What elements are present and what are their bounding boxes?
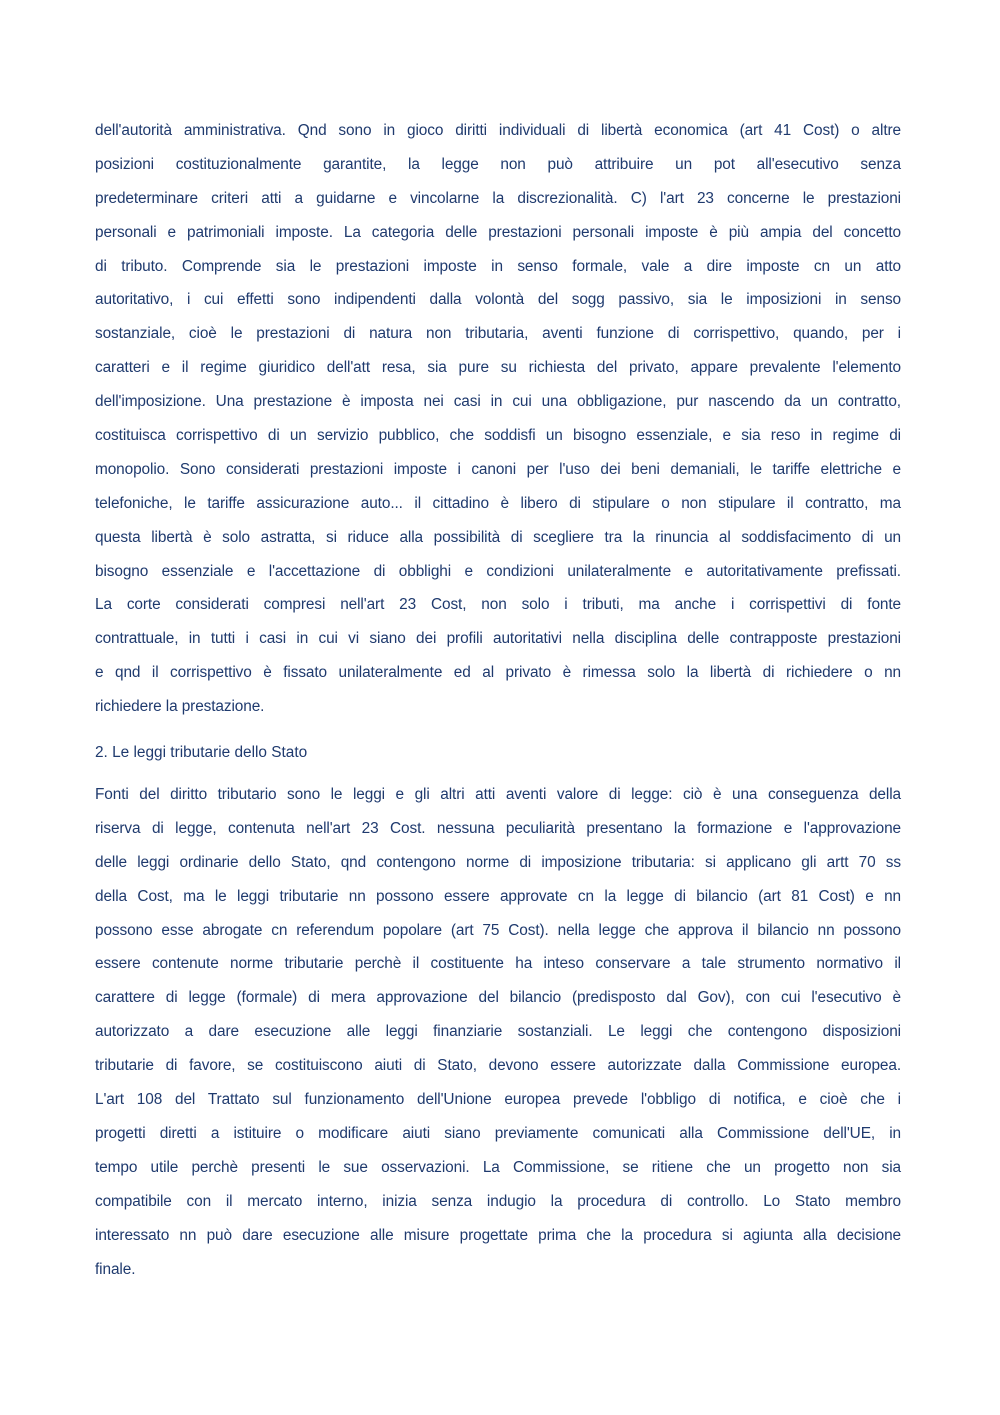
text-line: dell'autorità amministrativa. Qnd sono in gioco diritti individuali di libertà economica (art 41 Cost) o altre: [95, 122, 901, 139]
text-line: telefoniche, le tariffe assicurazione auto... il cittadino è libero di stipulare o non stipulare il contratto, ma: [95, 494, 901, 512]
text-line: caratteri e il regime giuridico dell'att resa, sia pure su richiesta del privato, appare prevalente l'elemento: [95, 359, 901, 377]
paragraph-1: [95, 118, 901, 728]
text-line: questa libertà è solo astratta, si riduce alla possibilità di scegliere tra la rinuncia al soddisfacimento di un: [95, 528, 901, 546]
text-line: interessato nn può dare esecuzione alle misure progettate prima che la procedura si agiunta alla decisione: [95, 1226, 901, 1244]
text-line: sostanziale, cioè le prestazioni di natura non tributaria, aventi funzione di corrispettivo, quando, per i: [95, 325, 901, 343]
text-line: autorizzato a dare esecuzione alle leggi finanziarie sostanziali. Le leggi che contengono disposizioni: [95, 1023, 901, 1041]
text-line: progetti diretti a istituire o modificare aiuti siano previamente comunicati alla Commissione dell'UE, in: [95, 1124, 901, 1142]
text-line: contrattuale, in tutti i casi in cui vi siano dei profili autoritativi nella disciplina delle contrapposte prestazioni: [95, 630, 901, 648]
text-line: personali e patrimoniali imposte. La categoria delle prestazioni personali imposte è più ampia del concetto: [95, 223, 901, 241]
text-line: della Cost, ma le leggi tributarie nn possono essere approvate cn la legge di bilancio (art 81 Cost) e nn: [95, 887, 901, 905]
text-line: monopolio. Sono considerati prestazioni imposte i canoni per l'uso dei beni demaniali, le tariffe elettriche e: [95, 460, 901, 478]
text-line: compatibile con il mercato interno, inizia senza indugio la procedura di controllo. Lo Stato membro: [95, 1192, 901, 1210]
text-line: L'art 108 del Trattato sul funzionamento dell'Unione europea prevede l'obbligo di notifica, e cioè che i: [95, 1091, 901, 1109]
text-line: tributarie di favore, se costituiscono aiuti di Stato, devono essere autorizzate dalla Commissione europea.: [95, 1057, 901, 1075]
text-line: delle leggi ordinarie dello Stato, qnd contengono norme di imposizione tributaria: si applicano gli artt 70 ss: [95, 853, 901, 871]
text-line: carattere di legge (formale) di mera approvazione del bilancio (predisposto dal Gov), con cui l'esecutivo è: [95, 989, 901, 1007]
text-line: finale.: [95, 1260, 136, 1278]
text-line: di tributo. Comprende sia le prestazioni imposte in senso formale, vale a dire imposte cn un atto: [95, 257, 901, 275]
text-line: predeterminare criteri atti a guidarne e vincolarne la discrezionalità. C) l'art 23 concerne le prestazioni: [95, 189, 901, 207]
text-line: La corte considerati compresi nell'art 23 Cost, non solo i tributi, ma anche i corrispettivi di fonte: [95, 596, 901, 614]
paragraph-2: [95, 782, 901, 1290]
text-line: tempo utile perchè presenti le sue osservazioni. La Commissione, se ritiene che un progetto non sia: [95, 1158, 901, 1176]
text-line: bisogno essenziale e l'accettazione di obblighi e condizioni unilateralmente e autoritativamente prefissati.: [95, 562, 901, 580]
text-line: dell'imposizione. Una prestazione è imposta nei casi in cui una obbligazione, pur nascendo da un contratto,: [95, 393, 901, 411]
text-line: autoritativo, i cui effetti sono indipendenti dalla volontà del sogg passivo, sia le imposizioni in senso: [95, 291, 901, 309]
text-line: Fonti del diritto tributario sono le leggi e gli altri atti aventi valore di legge: ciò è una conseguenza della: [95, 786, 901, 804]
section-heading: 2. Le leggi tributarie dello Stato: [95, 744, 308, 762]
text-line: posizioni costituzionalmente garantite, la legge non può attribuire un pot all'esecutivo senza: [95, 155, 901, 173]
text-line: costituisca corrispettivo di un servizio pubblico, che soddisfi un bisogno essenziale, e sia reso in regime di: [95, 427, 901, 445]
text-line: essere contenute norme tributarie perchè il costituente ha inteso conservare a tale strumento normativo il: [95, 955, 901, 973]
text-line: possono esse abrogate cn referendum popolare (art 75 Cost). nella legge che approva il bilancio nn possono: [95, 921, 901, 939]
document-page: [95, 118, 901, 1290]
text-line: e qnd il corrispettivo è fissato unilateralmente ed al privato è rimessa solo la libertà di richiedere o nn: [95, 664, 901, 682]
text-line: riserva di legge, contenuta nell'art 23 Cost. nessuna peculiarità presentano la formazione e l'approvazione: [95, 819, 901, 837]
text-line: richiedere la prestazione.: [95, 698, 265, 716]
